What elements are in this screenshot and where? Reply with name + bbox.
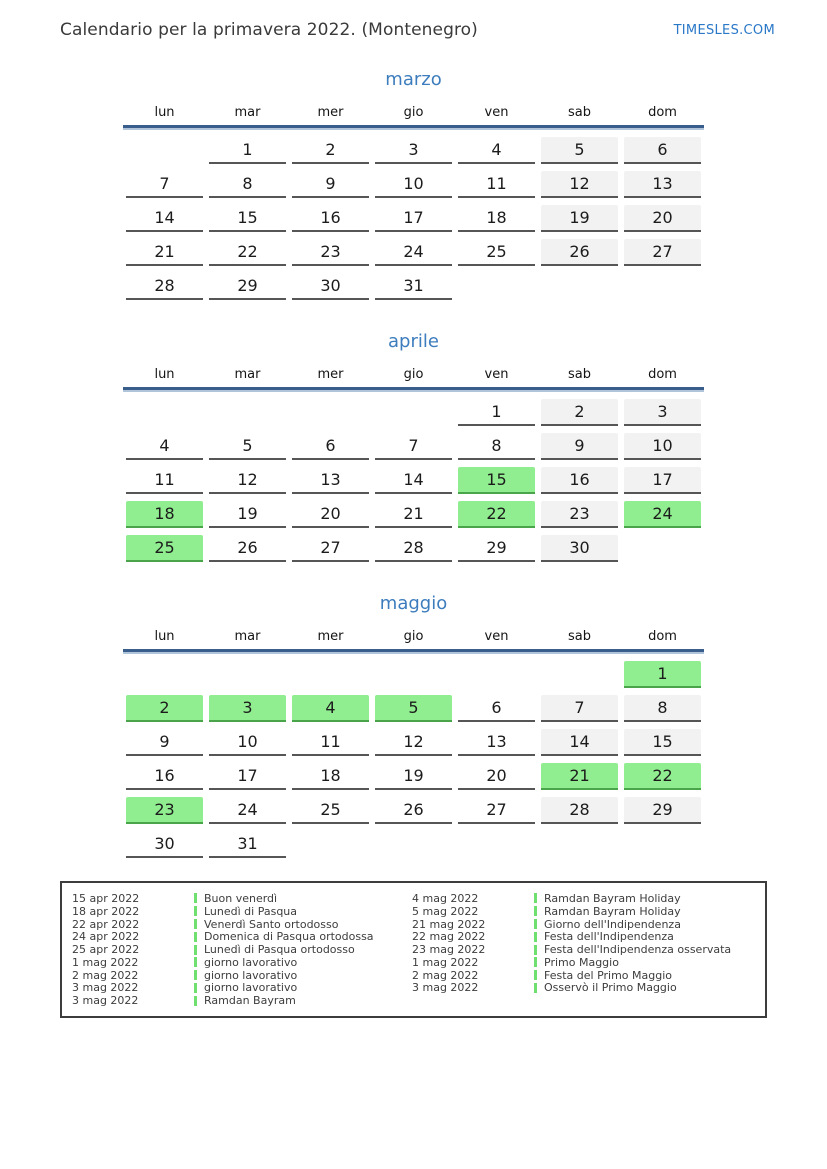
day-cell-marzo-5: 5 (541, 137, 618, 164)
day-cell-aprile-18: 18 (126, 501, 203, 528)
day-cell-maggio-8: 8 (624, 695, 701, 722)
legend-holiday-name: giorno lavorativo (204, 968, 298, 982)
legend-row (72, 943, 412, 956)
day-cell-marzo-26: 26 (541, 239, 618, 266)
page-header (0, 0, 827, 40)
weekday-label-ven: ven (484, 105, 509, 120)
day-cell-maggio-3: 3 (209, 695, 286, 722)
day-cell-marzo-31: 31 (375, 273, 452, 300)
holiday-marker-icon (194, 945, 197, 955)
holiday-marker-icon (194, 919, 197, 929)
legend-holiday-name: Giorno dell'Indipendenza (544, 917, 681, 931)
day-cell-maggio-1: 1 (624, 661, 701, 688)
day-cell-aprile-14: 14 (375, 467, 452, 494)
weekday-label-lun: lun (154, 629, 175, 644)
day-cell-marzo-10: 10 (375, 171, 452, 198)
day-cell-aprile-9: 9 (541, 433, 618, 460)
day-cell-aprile-6: 6 (292, 433, 369, 460)
day-cell-aprile-15: 15 (458, 467, 535, 494)
legend-box (60, 881, 767, 1018)
legend-holiday-name: Primo Maggio (544, 955, 619, 969)
legend-date: 18 apr 2022 (72, 904, 140, 918)
day-cell-empty (209, 399, 286, 426)
legend-holiday-name: Lunedì di Pasqua ortodosso (204, 943, 355, 957)
day-cell-maggio-31: 31 (209, 831, 286, 858)
day-cell-marzo-23: 23 (292, 239, 369, 266)
header-rule (123, 387, 704, 392)
weekday-header-row (123, 629, 704, 644)
day-cell-maggio-17: 17 (209, 763, 286, 790)
weekday-label-mar: mar (234, 367, 261, 382)
day-cell-aprile-5: 5 (209, 433, 286, 460)
legend-date: 24 apr 2022 (72, 930, 140, 944)
day-cell-empty (624, 535, 701, 562)
day-cell-empty (292, 661, 369, 688)
day-cell-marzo-25: 25 (458, 239, 535, 266)
day-cell-empty (375, 661, 452, 688)
day-cell-empty (375, 831, 452, 858)
weekday-label-ven: ven (484, 629, 509, 644)
weekday-label-mar: mar (234, 629, 261, 644)
day-cell-marzo-29: 29 (209, 273, 286, 300)
day-cell-maggio-25: 25 (292, 797, 369, 824)
month-section-maggio (0, 593, 827, 865)
day-cell-maggio-9: 9 (126, 729, 203, 756)
weekday-label-sab: sab (568, 105, 591, 120)
legend-row (72, 982, 412, 995)
legend-row (72, 905, 412, 918)
legend-holiday-name: giorno lavorativo (204, 981, 298, 995)
day-cell-marzo-2: 2 (292, 137, 369, 164)
header-rule-light (123, 652, 704, 654)
day-cell-marzo-17: 17 (375, 205, 452, 232)
header-rule (123, 125, 704, 130)
holiday-marker-icon (534, 970, 537, 980)
legend-holiday-name: Venerdì Santo ortodosso (204, 917, 339, 931)
day-cell-maggio-2: 2 (126, 695, 203, 722)
holiday-marker-icon (534, 919, 537, 929)
legend-row (412, 969, 759, 982)
legend-date: 3 mag 2022 (72, 994, 139, 1008)
day-cell-marzo-8: 8 (209, 171, 286, 198)
day-cell-maggio-5: 5 (375, 695, 452, 722)
day-cell-maggio-18: 18 (292, 763, 369, 790)
day-cell-marzo-3: 3 (375, 137, 452, 164)
weekday-label-ven: ven (484, 367, 509, 382)
page-title: Calendario per la primavera 2022. (Montenegro) (60, 20, 478, 40)
day-cell-marzo-12: 12 (541, 171, 618, 198)
holiday-marker-icon (194, 893, 197, 903)
holiday-marker-icon (534, 945, 537, 955)
day-cell-aprile-29: 29 (458, 535, 535, 562)
day-cell-maggio-24: 24 (209, 797, 286, 824)
legend-date: 2 mag 2022 (72, 968, 139, 982)
weekday-label-sab: sab (568, 629, 591, 644)
weekday-label-mar: mar (234, 105, 261, 120)
holiday-marker-icon (534, 957, 537, 967)
day-cell-aprile-10: 10 (624, 433, 701, 460)
day-cell-aprile-21: 21 (375, 501, 452, 528)
day-cell-maggio-15: 15 (624, 729, 701, 756)
months-container (0, 69, 827, 865)
legend-holiday-name: Ramdan Bayram Holiday (544, 891, 681, 905)
weekday-label-dom: dom (648, 367, 677, 382)
day-cell-aprile-26: 26 (209, 535, 286, 562)
legend-row (72, 930, 412, 943)
legend-row (412, 905, 759, 918)
day-cell-empty (375, 399, 452, 426)
legend-row (72, 994, 412, 1007)
day-cell-maggio-4: 4 (292, 695, 369, 722)
weekday-label-dom: dom (648, 105, 677, 120)
weekday-label-sab: sab (568, 367, 591, 382)
day-cell-maggio-16: 16 (126, 763, 203, 790)
weekday-label-mer: mer (317, 105, 344, 120)
day-cell-aprile-7: 7 (375, 433, 452, 460)
legend-date: 3 mag 2022 (412, 981, 479, 995)
day-cell-empty (541, 661, 618, 688)
month-grid-aprile (123, 399, 704, 569)
day-cell-marzo-7: 7 (126, 171, 203, 198)
day-cell-marzo-11: 11 (458, 171, 535, 198)
day-cell-aprile-24: 24 (624, 501, 701, 528)
day-cell-empty (126, 661, 203, 688)
month-title-marzo[interactable]: marzo (385, 69, 442, 90)
legend-date: 5 mag 2022 (412, 904, 479, 918)
day-cell-aprile-16: 16 (541, 467, 618, 494)
day-cell-marzo-30: 30 (292, 273, 369, 300)
legend-row (412, 943, 759, 956)
weekday-label-gio: gio (403, 629, 424, 644)
legend-holiday-name: Festa dell'Indipendenza (544, 930, 674, 944)
day-cell-marzo-6: 6 (624, 137, 701, 164)
day-cell-aprile-22: 22 (458, 501, 535, 528)
holiday-marker-icon (194, 996, 197, 1006)
legend-column-2 (412, 892, 759, 1007)
legend-holiday-name: Lunedì di Pasqua (204, 904, 298, 918)
day-cell-aprile-23: 23 (541, 501, 618, 528)
holiday-marker-icon (534, 932, 537, 942)
legend-column-1 (72, 892, 412, 1007)
holiday-marker-icon (534, 906, 537, 916)
legend-row (72, 892, 412, 905)
month-title-aprile[interactable]: aprile (388, 331, 439, 352)
legend-row (412, 956, 759, 969)
day-cell-maggio-6: 6 (458, 695, 535, 722)
legend-date: 1 mag 2022 (72, 955, 139, 969)
day-cell-maggio-12: 12 (375, 729, 452, 756)
legend-date: 3 mag 2022 (72, 981, 139, 995)
day-cell-aprile-2: 2 (541, 399, 618, 426)
legend-row (72, 969, 412, 982)
month-title-maggio[interactable]: maggio (379, 593, 448, 614)
day-cell-maggio-11: 11 (292, 729, 369, 756)
day-cell-aprile-12: 12 (209, 467, 286, 494)
day-cell-marzo-19: 19 (541, 205, 618, 232)
day-cell-aprile-8: 8 (458, 433, 535, 460)
legend-date: 21 mag 2022 (412, 917, 486, 931)
legend-row (72, 918, 412, 931)
day-cell-maggio-27: 27 (458, 797, 535, 824)
day-cell-aprile-13: 13 (292, 467, 369, 494)
day-cell-marzo-16: 16 (292, 205, 369, 232)
weekday-header-row (123, 105, 704, 120)
day-cell-empty (209, 661, 286, 688)
legend-holiday-name: Domenica di Pasqua ortodossa (204, 930, 374, 944)
weekday-label-lun: lun (154, 367, 175, 382)
day-cell-empty (292, 831, 369, 858)
day-cell-maggio-13: 13 (458, 729, 535, 756)
legend-holiday-name: Festa del Primo Maggio (544, 968, 673, 982)
weekday-label-gio: gio (403, 105, 424, 120)
day-cell-marzo-13: 13 (624, 171, 701, 198)
day-cell-maggio-29: 29 (624, 797, 701, 824)
legend-holiday-name: Osservò il Primo Maggio (544, 981, 677, 995)
weekday-label-lun: lun (154, 105, 175, 120)
header-rule (123, 649, 704, 654)
legend-date: 23 mag 2022 (412, 943, 486, 957)
weekday-label-dom: dom (648, 629, 677, 644)
holiday-marker-icon (194, 957, 197, 967)
day-cell-empty (458, 661, 535, 688)
day-cell-marzo-20: 20 (624, 205, 701, 232)
legend-date: 4 mag 2022 (412, 891, 479, 905)
day-cell-marzo-14: 14 (126, 205, 203, 232)
day-cell-marzo-4: 4 (458, 137, 535, 164)
legend-holiday-name: Buon venerdì (204, 891, 278, 905)
day-cell-empty (126, 137, 203, 164)
holiday-marker-icon (194, 932, 197, 942)
day-cell-empty (458, 831, 535, 858)
day-cell-marzo-24: 24 (375, 239, 452, 266)
day-cell-aprile-28: 28 (375, 535, 452, 562)
day-cell-aprile-4: 4 (126, 433, 203, 460)
day-cell-aprile-1: 1 (458, 399, 535, 426)
holiday-marker-icon (534, 893, 537, 903)
day-cell-empty (541, 273, 618, 300)
timesles-logo-link[interactable]: TIMESLES.COM (673, 23, 775, 38)
holiday-marker-icon (194, 906, 197, 916)
legend-holiday-name: Festa dell'Indipendenza osservata (544, 943, 732, 957)
day-cell-empty (126, 399, 203, 426)
day-cell-empty (624, 831, 701, 858)
weekday-label-gio: gio (403, 367, 424, 382)
day-cell-maggio-23: 23 (126, 797, 203, 824)
month-grid-maggio (123, 661, 704, 865)
day-cell-aprile-20: 20 (292, 501, 369, 528)
legend-date: 22 mag 2022 (412, 930, 486, 944)
day-cell-empty (458, 273, 535, 300)
month-grid-marzo (123, 137, 704, 307)
day-cell-maggio-20: 20 (458, 763, 535, 790)
day-cell-maggio-19: 19 (375, 763, 452, 790)
header-rule-light (123, 128, 704, 130)
day-cell-maggio-7: 7 (541, 695, 618, 722)
legend-row (412, 918, 759, 931)
legend-holiday-name: Ramdan Bayram Holiday (544, 904, 681, 918)
legend-row (412, 892, 759, 905)
day-cell-maggio-22: 22 (624, 763, 701, 790)
legend-date: 2 mag 2022 (412, 968, 479, 982)
holiday-marker-icon (194, 970, 197, 980)
day-cell-maggio-26: 26 (375, 797, 452, 824)
day-cell-marzo-15: 15 (209, 205, 286, 232)
day-cell-aprile-19: 19 (209, 501, 286, 528)
day-cell-maggio-28: 28 (541, 797, 618, 824)
weekday-label-mer: mer (317, 367, 344, 382)
day-cell-aprile-17: 17 (624, 467, 701, 494)
holiday-marker-icon (534, 983, 537, 993)
legend-date: 15 apr 2022 (72, 891, 140, 905)
legend-row (412, 982, 759, 995)
month-section-aprile (0, 331, 827, 569)
day-cell-marzo-18: 18 (458, 205, 535, 232)
day-cell-maggio-30: 30 (126, 831, 203, 858)
header-rule-light (123, 390, 704, 392)
day-cell-aprile-11: 11 (126, 467, 203, 494)
day-cell-marzo-27: 27 (624, 239, 701, 266)
weekday-header-row (123, 367, 704, 382)
day-cell-maggio-14: 14 (541, 729, 618, 756)
legend-date: 22 apr 2022 (72, 917, 140, 931)
day-cell-marzo-28: 28 (126, 273, 203, 300)
holiday-marker-icon (194, 983, 197, 993)
weekday-label-mer: mer (317, 629, 344, 644)
day-cell-aprile-25: 25 (126, 535, 203, 562)
legend-row (72, 956, 412, 969)
day-cell-empty (624, 273, 701, 300)
legend-holiday-name: giorno lavorativo (204, 955, 298, 969)
day-cell-empty (292, 399, 369, 426)
day-cell-marzo-22: 22 (209, 239, 286, 266)
day-cell-maggio-21: 21 (541, 763, 618, 790)
legend-date: 1 mag 2022 (412, 955, 479, 969)
legend-row (412, 930, 759, 943)
day-cell-aprile-27: 27 (292, 535, 369, 562)
legend-holiday-name: Ramdan Bayram (204, 994, 296, 1008)
day-cell-marzo-1: 1 (209, 137, 286, 164)
day-cell-marzo-9: 9 (292, 171, 369, 198)
day-cell-aprile-30: 30 (541, 535, 618, 562)
day-cell-marzo-21: 21 (126, 239, 203, 266)
month-section-marzo (0, 69, 827, 307)
day-cell-aprile-3: 3 (624, 399, 701, 426)
day-cell-maggio-10: 10 (209, 729, 286, 756)
legend-date: 25 apr 2022 (72, 943, 140, 957)
day-cell-empty (541, 831, 618, 858)
